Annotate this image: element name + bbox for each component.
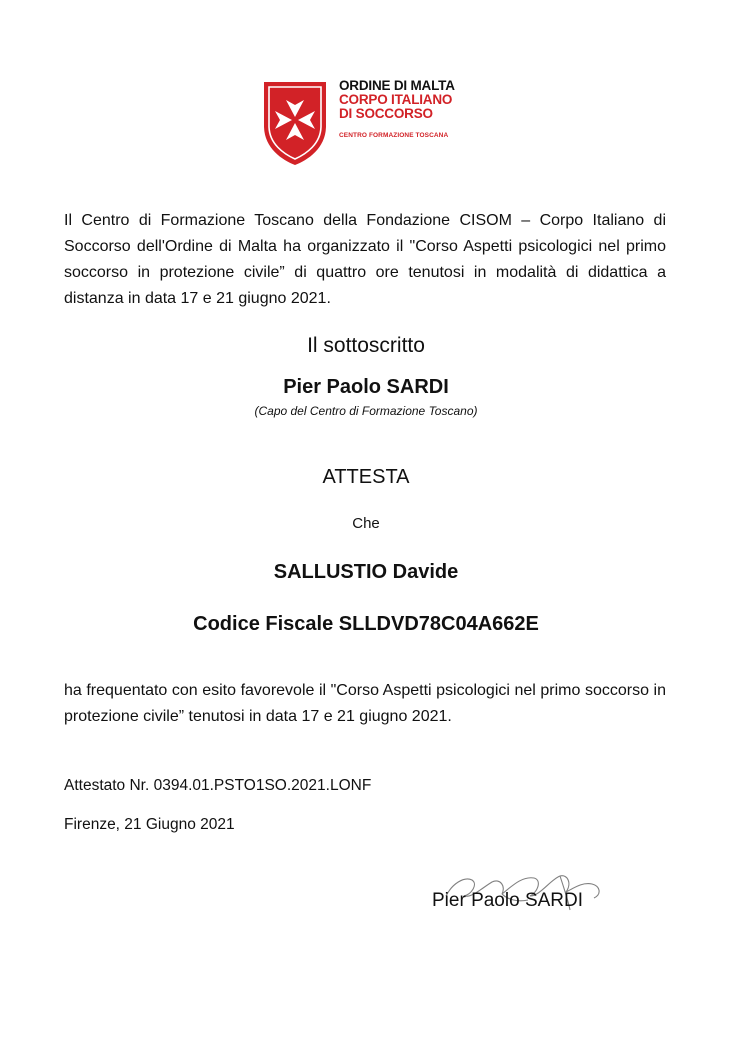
intro-paragraph: Il Centro di Formazione Toscano della Fondazione CISOM – Corpo Italiano di Soccorso dell'Ordine di Malta ha organizzato il "Corso Aspetti psicologici nel primo soccorso in protezione civile” di quattro ore tenutosi in modalità di didattica a distanza in data 17 e 21 giugno 2021.	[64, 212, 666, 307]
signatory-role: (Capo del Centro di Formazione Toscano)	[254, 404, 478, 418]
maltese-cross-shield-icon	[262, 80, 328, 166]
participant-name: SALLUSTIO Davide	[273, 561, 459, 583]
attestato-number: Attestato Nr. 0394.01.PSTO1SO.2021.LONF	[64, 777, 372, 794]
sottoscritto-label: Il sottoscritto	[307, 334, 425, 357]
signature-name: Pier Paolo SARDI	[432, 890, 584, 911]
logo-text	[339, 78, 455, 139]
logo-line-2: CORPO ITALIANO	[339, 92, 453, 107]
attesta-heading: ATTESTA	[322, 466, 410, 488]
che-label: Che	[352, 515, 380, 532]
logo-line-4: CENTRO FORMAZIONE TOSCANA	[339, 132, 449, 139]
logo-line-1: ORDINE DI MALTA	[339, 78, 455, 93]
cisom-logo	[262, 78, 482, 170]
attendance-paragraph: ha frequentato con esito favorevole il "Corso Aspetti psicologici nel primo soccorso in protezione civile” tenutosi in data 17 e 21 giugno 2021.	[64, 682, 666, 725]
signature-block	[420, 866, 620, 926]
signatory-name: Pier Paolo SARDI	[283, 376, 449, 398]
logo-line-3: DI SOCCORSO	[339, 106, 433, 121]
codice-fiscale: Codice Fiscale SLLDVD78C04A662E	[193, 613, 539, 635]
place-date: Firenze, 21 Giugno 2021	[64, 816, 235, 833]
